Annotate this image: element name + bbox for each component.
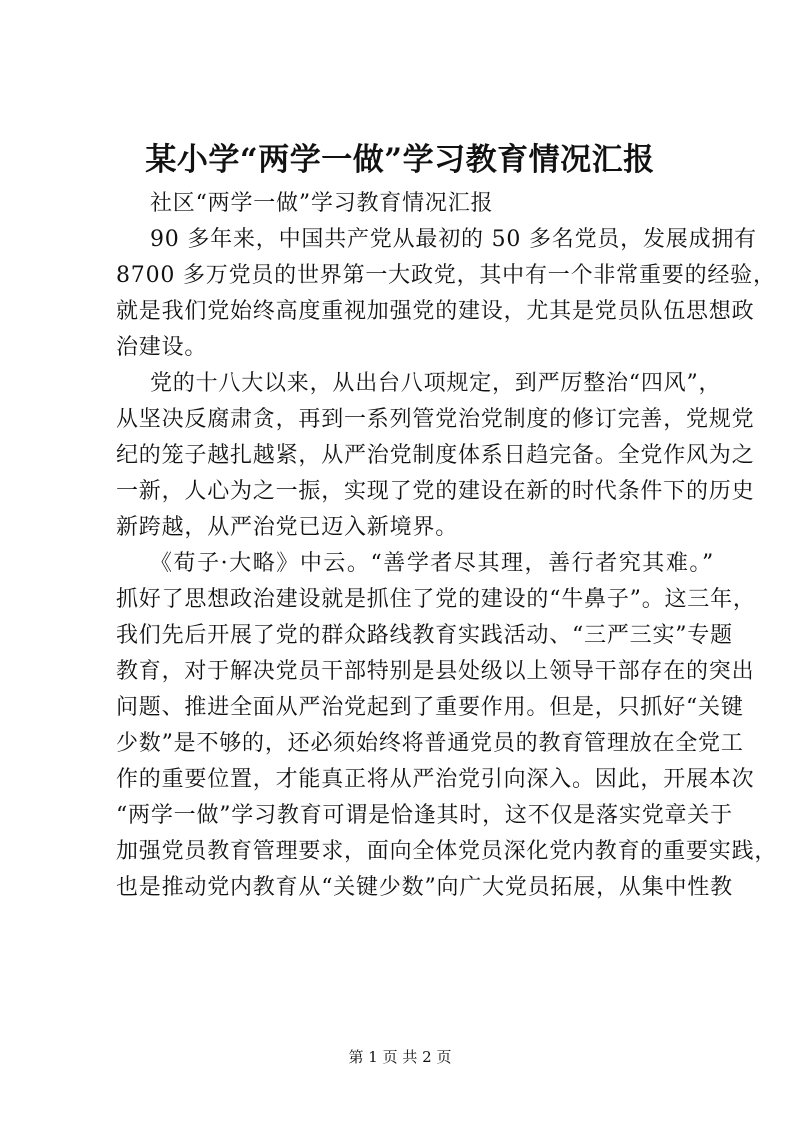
- paragraph-line: 8700 多万党员的世界第一大政党，其中有一个非常重要的经验，: [116, 263, 776, 288]
- paragraph-line: 党的十八大以来，从出台八项规定，到严厉整治“四风”，: [150, 371, 722, 396]
- page-number-footer: 第 1 页 共 2 页: [348, 1048, 452, 1066]
- paragraph-3: [116, 546, 778, 906]
- paragraph-line: 作的重要位置，才能真正将从严治党引向深入。因此，开展本次: [116, 767, 755, 792]
- paragraph-line: 90 多年来，中国共产党从最初的 50 多名党员，发展成拥有: [150, 227, 757, 252]
- paragraph-line: “两学一做”学习教育可谓是恰逢其时，这不仅是落实党章关于: [116, 803, 733, 828]
- paragraph-line: 我们先后开展了党的群众路线教育实践活动、“三严三实”专题: [116, 623, 733, 648]
- paragraph-line: 《荀子·大略》中云。“善学者尽其理，善行者究其难。”: [150, 551, 714, 576]
- paragraph-line: 加强党员教育管理要求，面向全体党员深化党内教育的重要实践，: [116, 839, 778, 864]
- paragraph-line: 就是我们党始终高度重视加强党的建设，尤其是党员队伍思想政: [116, 299, 755, 324]
- document-subtitle: 社区“两学一做”学习教育情况汇报: [150, 191, 494, 216]
- paragraph-line: 纪的笼子越扎越紧，从严治党制度体系日趋完备。全党作风为之: [116, 443, 755, 468]
- paragraph-line: 新跨越，从严治党已迈入新境界。: [116, 515, 459, 540]
- paragraph-line: 也是推动党内教育从“关键少数”向广大党员拓展，从集中性教: [116, 875, 733, 900]
- paragraph-line: 治建设。: [116, 335, 208, 360]
- paragraph-line: 一新，人心为之一振，实现了党的建设在新的时代条件下的历史: [116, 479, 755, 504]
- document-body: [116, 186, 778, 906]
- paragraph-line: 抓好了思想政治建设就是抓住了党的建设的“牛鼻子”。这三年，: [116, 587, 756, 612]
- paragraph-line: 问题、推进全面从严治党起到了重要作用。但是，只抓好“关键: [116, 695, 744, 720]
- document-title: 某小学“两学一做”学习教育情况汇报: [145, 142, 655, 178]
- paragraph-1: [116, 222, 776, 366]
- paragraph-line: 少数”是不够的，还必须始终将普通党员的教育管理放在全党工: [116, 731, 744, 756]
- paragraph-line: 从坚决反腐肃贪，再到一系列管党治党制度的修订完善，党规党: [116, 407, 755, 432]
- paragraph-line: 教育，对于解决党员干部特别是县处级以上领导干部存在的突出: [116, 659, 755, 684]
- paragraph-2: [116, 366, 755, 546]
